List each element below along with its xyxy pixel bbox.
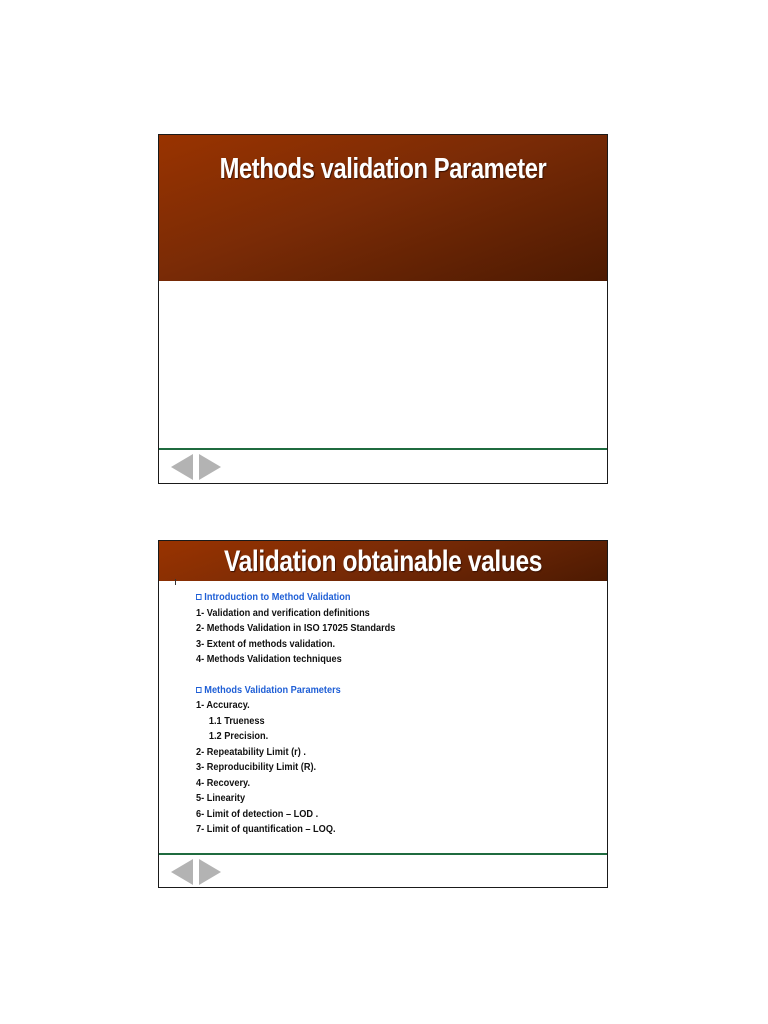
slide-1-footer-line	[159, 448, 607, 450]
list-item: 4- Recovery.	[196, 777, 251, 789]
section-heading-introduction: Introduction to Method Validation	[196, 590, 564, 606]
slide-2-header	[159, 541, 607, 581]
slide-2-tick-mark	[175, 579, 176, 585]
list-item: 2- Methods Validation in ISO 17025 Standards	[196, 623, 396, 634]
list-item: 3- Extent of methods validation.	[196, 638, 336, 650]
slide-1-header	[159, 135, 607, 281]
slide-2-footer-line	[159, 853, 607, 855]
slide-2-navigation	[169, 856, 223, 888]
triangle-left-icon[interactable]	[171, 454, 193, 480]
slide-2-title: Validation obtainable values	[224, 545, 542, 578]
slide-1-navigation	[169, 451, 223, 483]
list-item: 2- Repeatability Limit (r) .	[196, 746, 306, 758]
slide-2-content	[196, 590, 564, 838]
slide-1-title: Methods validation Parameter	[219, 153, 547, 185]
section-heading-parameters: Methods Validation Parameters	[196, 683, 564, 699]
list-item: 1- Accuracy.	[196, 700, 250, 711]
list-item: 5- Linearity	[196, 793, 246, 804]
list-item: 1- Validation and verification definitions	[196, 607, 370, 619]
triangle-right-icon[interactable]	[199, 454, 221, 480]
section-gap	[196, 668, 564, 683]
checkbox-icon	[196, 687, 202, 693]
list-item-sub: 1.2 Precision.	[208, 731, 269, 742]
slide-2	[158, 540, 608, 888]
slide-1	[158, 134, 608, 484]
triangle-left-icon[interactable]	[171, 859, 193, 885]
triangle-right-icon[interactable]	[199, 859, 221, 885]
list-item: 4- Methods Validation techniques	[196, 654, 342, 665]
list-item-sub: 1.1 Trueness	[208, 715, 265, 727]
list-item: 7- Limit of quantification – LOQ.	[196, 824, 336, 835]
checkbox-icon	[196, 594, 202, 600]
list-item: 3- Reproducibility Limit (R).	[196, 762, 317, 773]
list-item: 6- Limit of detection – LOD .	[196, 808, 319, 820]
